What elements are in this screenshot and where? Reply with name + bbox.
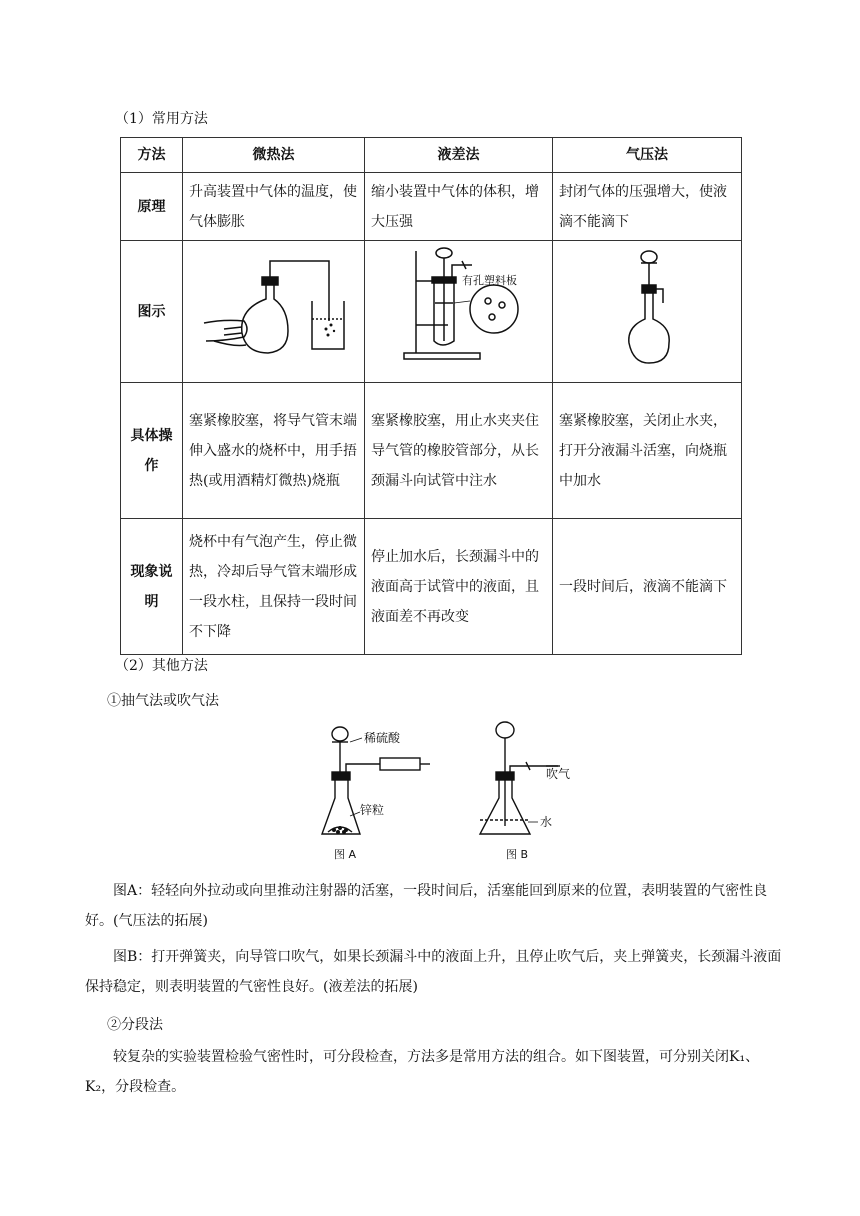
label-dilute-sulfuric-acid: 稀硫酸: [364, 731, 401, 745]
row-label-diagram: 图示: [121, 241, 183, 383]
pressure-apparatus-diagram: [553, 241, 741, 371]
caption-figure-b: 图 B: [506, 848, 529, 861]
diagram-pressure: [553, 241, 742, 383]
table-row: [121, 173, 742, 241]
method-title-suction: ①抽气法或吹气法: [107, 693, 219, 709]
table-row: [121, 519, 742, 655]
table-row: [121, 241, 742, 383]
label-perforated-plate: 有孔塑料板: [461, 274, 517, 287]
row-label-phenomenon: 现象说明: [121, 519, 183, 655]
cell-phenomenon-pressure: 一段时间后，液滴不能滴下: [553, 519, 742, 655]
caption-figure-a: 图 A: [334, 848, 357, 861]
header-pressure: 气压法: [553, 138, 742, 173]
table-row: [121, 383, 742, 519]
header-method: 方法: [121, 138, 183, 173]
paragraph-segment: 较复杂的实验装置检验气密性时，可分段检查，方法多是常用方法的组合。如下图装置，可分别关闭K₁、K₂，分段检查。: [85, 1049, 760, 1095]
section-heading-common: （1）常用方法: [115, 111, 208, 127]
label-water: 水: [540, 815, 553, 829]
cell-principle-pressure: 封闭气体的压强增大，使液滴不能滴下: [553, 173, 742, 241]
header-liquid-diff: 液差法: [365, 138, 553, 173]
row-label-operation: 具体操作: [121, 383, 183, 519]
methods-table: [120, 137, 742, 655]
cell-phenomenon-liquid: 停止加水后，长颈漏斗中的液面高于试管中的液面，且液面差不再改变: [365, 519, 553, 655]
method-title-segment: ②分段法: [107, 1017, 163, 1033]
paragraph-figure-b: 图B：打开弹簧夹，向导管口吹气，如果长颈漏斗中的液面上升，且停止吹气后，夹上弹簧夹，长颈漏斗液面保持稳定，则表明装置的气密性良好。(液差法的拓展): [85, 949, 782, 995]
liquid-diff-apparatus-diagram: [366, 241, 552, 371]
cell-principle-heating: 升高装置中气体的温度，使气体膨胀: [183, 173, 365, 241]
cell-operation-liquid: 塞紧橡胶塞，用止水夹夹住导气管的橡胶管部分，从长颈漏斗向试管中注水: [365, 383, 553, 519]
label-blow: 吹气: [546, 767, 571, 781]
figures-a-b: [300, 716, 580, 862]
cell-principle-liquid: 缩小装置中气体的体积，增大压强: [365, 173, 553, 241]
diagram-liquid-diff: [365, 241, 553, 383]
heating-apparatus-diagram: [184, 241, 364, 371]
table-header-row: [121, 138, 742, 173]
cell-phenomenon-heating: 烧杯中有气泡产生，停止微热，冷却后导气管末端形成一段水柱，且保持一段时间不下降: [183, 519, 365, 655]
diagram-heating: [183, 241, 365, 383]
section-heading-other: （2）其他方法: [115, 658, 208, 674]
cell-operation-pressure: 塞紧橡胶塞，关闭止水夹，打开分液漏斗活塞，向烧瓶中加水: [553, 383, 742, 519]
paragraph-figure-a: 图A：轻轻向外拉动或向里推动注射器的活塞，一段时间后，活塞能回到原来的位置，表明装置的气密性良好。(气压法的拓展): [85, 883, 768, 929]
cell-operation-heating: 塞紧橡胶塞，将导气管末端伸入盛水的烧杯中，用手捂热(或用酒精灯微热)烧瓶: [183, 383, 365, 519]
header-heating: 微热法: [183, 138, 365, 173]
label-zinc-granules: 锌粒: [360, 803, 385, 817]
row-label-principle: 原理: [121, 173, 183, 241]
